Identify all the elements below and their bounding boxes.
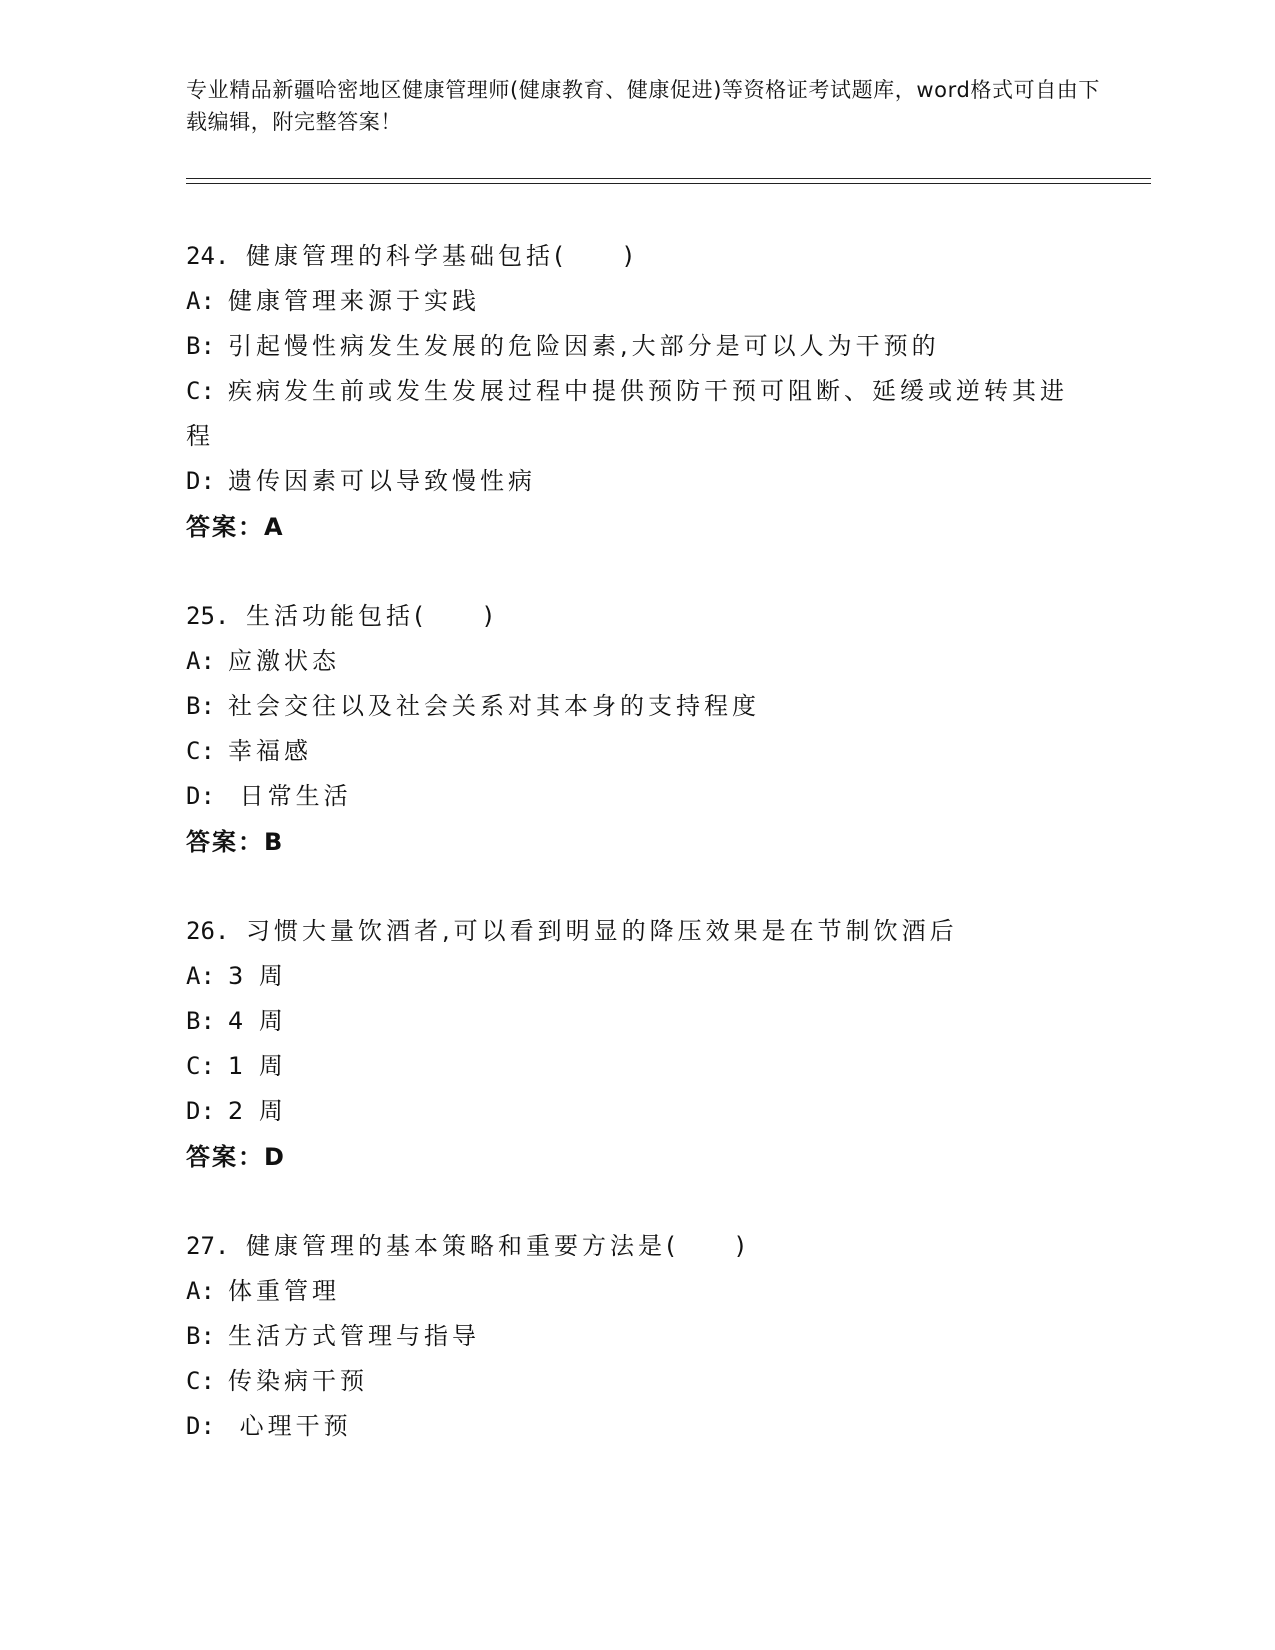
option-key: D: — [186, 467, 215, 495]
option-d — [186, 1404, 1086, 1449]
option-text: 幸福感 — [228, 737, 312, 765]
option-b — [186, 324, 1086, 369]
question-stem — [186, 594, 1086, 639]
option-text: 引起慢性病发生发展的危险因素,大部分是可以人为干预的 — [228, 332, 940, 360]
question-text: 生活功能包括( ) — [246, 602, 497, 630]
option-key: B: — [186, 332, 215, 360]
option-c — [186, 1359, 1086, 1404]
header-divider-top — [186, 178, 1151, 179]
question-26 — [186, 909, 1086, 1180]
option-key: D: — [186, 1097, 215, 1125]
option-b — [186, 684, 1086, 729]
option-text: 传染病干预 — [228, 1367, 368, 1395]
question-text: 健康管理的科学基础包括( ) — [246, 242, 637, 270]
option-key: A: — [186, 1277, 215, 1305]
question-stem — [186, 234, 1086, 279]
answer-label: 答案： — [186, 828, 264, 856]
option-key: D: — [186, 782, 215, 810]
option-text: 体重管理 — [228, 1277, 340, 1305]
answer-value: B — [264, 828, 284, 856]
option-key: A: — [186, 962, 215, 990]
option-text: 2 周 — [228, 1097, 287, 1125]
answer-value: A — [264, 513, 284, 541]
option-key: C: — [186, 737, 215, 765]
option-c — [186, 729, 1086, 774]
option-text: 4 周 — [228, 1007, 287, 1035]
answer-line — [186, 504, 1086, 550]
option-key: B: — [186, 1322, 215, 1350]
option-text: 健康管理来源于实践 — [228, 287, 480, 315]
header-divider-bottom — [186, 183, 1151, 184]
question-list — [186, 234, 1086, 1493]
option-a — [186, 639, 1086, 684]
question-text: 健康管理的基本策略和重要方法是( ) — [246, 1232, 749, 1260]
option-a — [186, 279, 1086, 324]
option-a — [186, 1269, 1086, 1314]
document-header: 专业精品新疆哈密地区健康管理师(健康教育、健康促进)等资格证考试题库，word格式可自由下载编辑，附完整答案！ — [186, 78, 1100, 134]
option-key: A: — [186, 647, 215, 675]
option-text: 疾病发生前或发生发展过程中提供预防干预可阻断、延缓或逆转其进程 — [186, 377, 1068, 450]
option-text: 生活方式管理与指导 — [228, 1322, 480, 1350]
option-b — [186, 999, 1086, 1044]
option-key: C: — [186, 1052, 215, 1080]
answer-label: 答案： — [186, 513, 264, 541]
option-key: C: — [186, 377, 215, 405]
option-d — [186, 774, 1086, 819]
answer-value: D — [264, 1143, 285, 1171]
option-a — [186, 954, 1086, 999]
question-24 — [186, 234, 1086, 550]
question-number: 25. — [186, 602, 230, 630]
option-text: 1 周 — [228, 1052, 287, 1080]
option-text: 日常生活 — [228, 782, 352, 810]
answer-line — [186, 819, 1086, 865]
question-stem — [186, 909, 1086, 954]
option-text: 遗传因素可以导致慢性病 — [228, 467, 536, 495]
answer-line — [186, 1134, 1086, 1180]
question-number: 27. — [186, 1232, 230, 1260]
option-key: B: — [186, 1007, 215, 1035]
question-27 — [186, 1224, 1086, 1449]
option-c — [186, 369, 1086, 459]
option-d — [186, 1089, 1086, 1134]
option-c — [186, 1044, 1086, 1089]
option-text: 心理干预 — [228, 1412, 352, 1440]
option-text: 3 周 — [228, 962, 287, 990]
option-d — [186, 459, 1086, 504]
question-text: 习惯大量饮酒者,可以看到明显的降压效果是在节制饮酒后 — [246, 917, 958, 945]
question-number: 26. — [186, 917, 230, 945]
option-text: 应激状态 — [228, 647, 340, 675]
option-key: D: — [186, 1412, 215, 1440]
option-key: C: — [186, 1367, 215, 1395]
option-text: 社会交往以及社会关系对其本身的支持程度 — [228, 692, 760, 720]
option-key: B: — [186, 692, 215, 720]
question-25 — [186, 594, 1086, 865]
question-stem — [186, 1224, 1086, 1269]
option-key: A: — [186, 287, 215, 315]
answer-label: 答案： — [186, 1143, 264, 1171]
option-b — [186, 1314, 1086, 1359]
question-number: 24. — [186, 242, 230, 270]
